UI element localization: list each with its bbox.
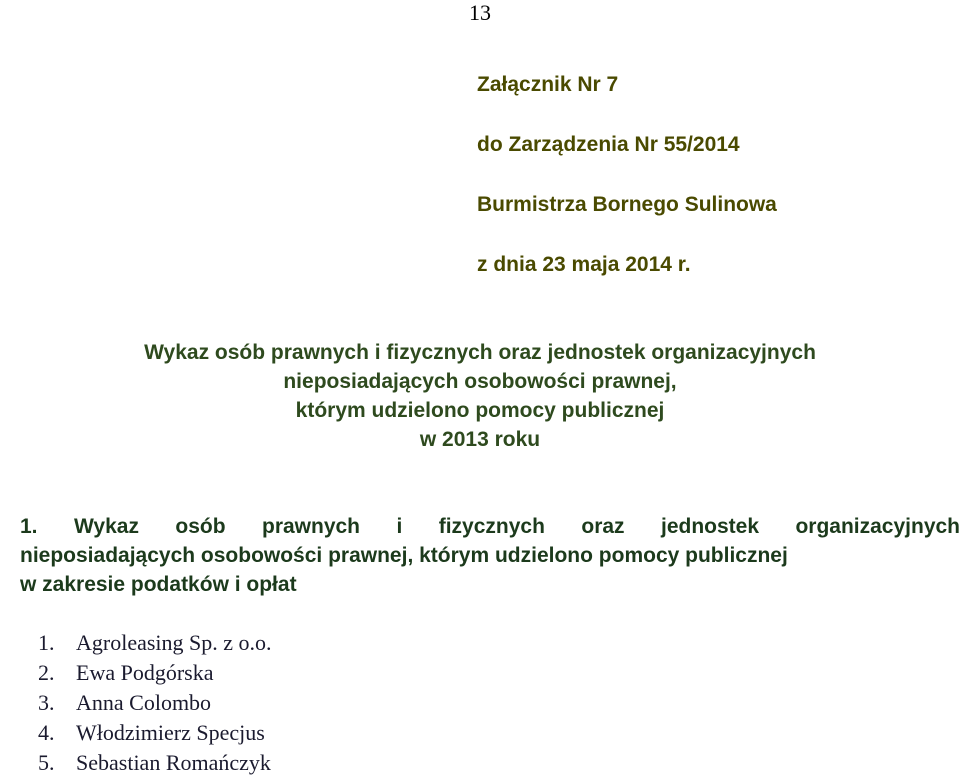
section-heading — [20, 512, 960, 599]
section-heading-line: nieposiadających osobowości prawnej, którym udzielono pomocy publicznej — [20, 544, 788, 567]
section-number: 1. — [20, 515, 38, 538]
title-line: którym udzielono pomocy publicznej — [295, 399, 665, 422]
list-item — [38, 748, 272, 778]
entity-list — [38, 628, 272, 778]
list-item-number: 1. — [38, 630, 55, 655]
title-line: Wykaz osób prawnych i fizycznych oraz jednostek organizacyjnych — [144, 341, 816, 364]
title-line: nieposiadających osobowości prawnej, — [283, 370, 677, 393]
list-item-name: Sebastian Romańczyk — [76, 750, 271, 775]
attachment-title: Załącznik Nr 7 — [477, 73, 619, 96]
list-item-number: 3. — [38, 690, 55, 715]
list-item-name: Anna Colombo — [76, 690, 212, 715]
ordinance-reference: do Zarządzenia Nr 55/2014 — [477, 133, 740, 156]
list-item-number: 4. — [38, 720, 55, 745]
page-number: 13 — [469, 0, 491, 25]
issuer-line: Burmistrza Bornego Sulinowa — [477, 193, 777, 216]
list-item — [38, 658, 272, 688]
list-item-name: Ewa Podgórska — [76, 660, 214, 685]
section-heading-line — [20, 512, 960, 541]
date-line: z dnia 23 maja 2014 r. — [477, 253, 691, 276]
list-item-number: 2. — [38, 660, 55, 685]
section-heading-line: w zakresie podatków i opłat — [20, 573, 297, 596]
list-item-name: Włodzimierz Specjus — [76, 720, 265, 745]
title-line: w 2013 roku — [419, 428, 541, 451]
list-item-number: 5. — [38, 750, 55, 775]
list-item — [38, 628, 272, 658]
document-title — [0, 338, 960, 454]
list-item — [38, 688, 272, 718]
list-item-name: Agroleasing Sp. z o.o. — [76, 630, 272, 655]
section-heading-text: Wykaz osób prawnych i fizycznych oraz jednostek organizacyjnych — [73, 515, 960, 538]
list-item — [38, 718, 272, 748]
